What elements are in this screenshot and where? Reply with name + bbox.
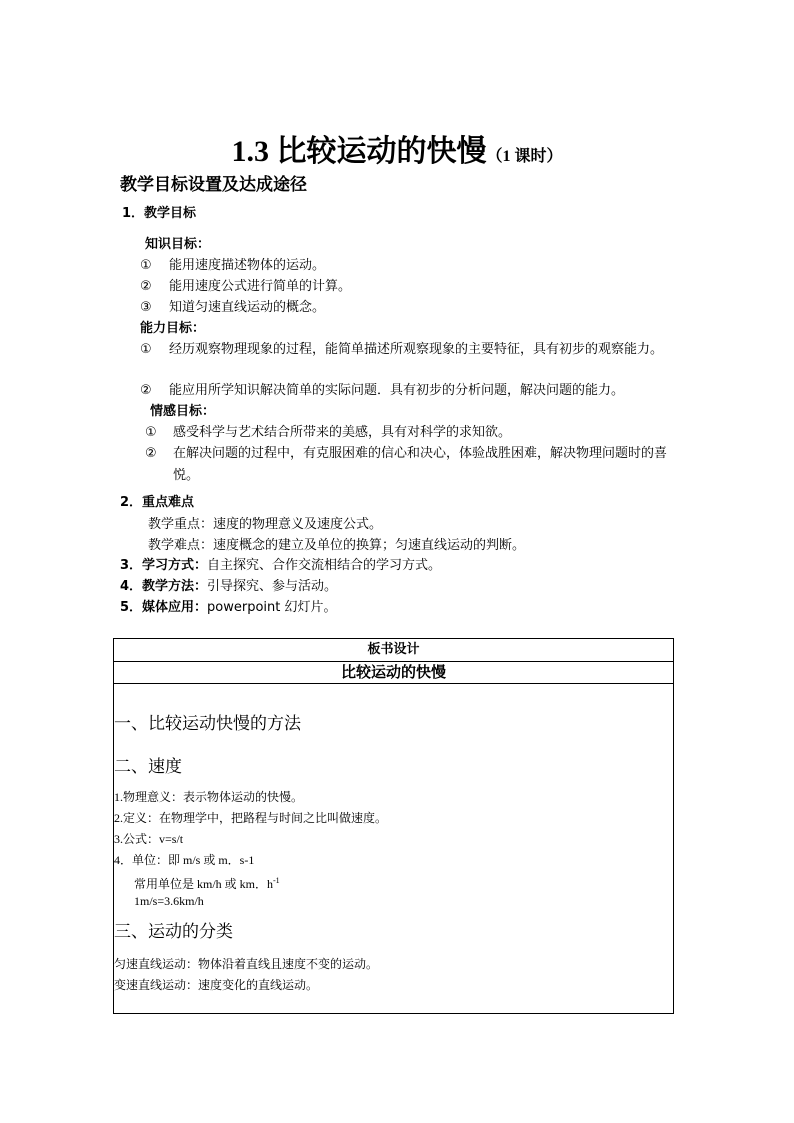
a1-mark: ① <box>140 342 152 357</box>
e2-text: 在解决问题的过程中，有克服困难的信心和决心，体验战胜困难，解决物理问题时的喜悦。 <box>173 446 668 483</box>
board-conversion: 1m/s=3.6km/h <box>134 894 204 908</box>
board-item-2: 2.定义：在物理学中，把路程与时间之比叫做速度。 <box>114 811 388 825</box>
common-unit-sup: -1 <box>273 876 280 885</box>
board-common-unit <box>134 872 280 893</box>
k2-mark: ② <box>140 279 152 294</box>
e2-mark: ② <box>145 446 157 461</box>
ability-label: 能力目标： <box>140 321 206 336</box>
s5-line <box>120 599 337 617</box>
s2-difficulty: 教学难点：速度概念的建立及单位的换算；匀速直线运动的判断。 <box>148 538 526 553</box>
s3-text: 自主探究、合作交流相结合的学习方式。 <box>207 558 442 573</box>
k3-text: 知道匀速直线运动的概念。 <box>169 300 326 315</box>
board-title: 比较运动的快慢 <box>114 661 673 684</box>
s1-label: 1．教学目标 <box>122 206 197 221</box>
s2-focus: 教学重点：速度的物理意义及速度公式。 <box>148 517 383 532</box>
page-title <box>0 132 794 177</box>
board-variable: 变速直线运动：速度变化的直线运动。 <box>114 978 319 992</box>
a2-text: 能应用所学知识解决简单的实际问题．具有初步的分析问题，解决问题的能力。 <box>169 383 625 398</box>
a2-mark: ② <box>140 383 152 398</box>
s4-label: 4．教学方法： <box>120 579 208 594</box>
board-sec2: 二、速度 <box>114 757 182 777</box>
title-main: 1.3 比较运动的快慢 <box>231 135 487 168</box>
board-header: 板书设计 <box>114 639 673 662</box>
board-design-table <box>113 638 674 1014</box>
a1-text: 经历观察物理现象的过程，能简单描述所观察现象的主要特征，具有初步的观察能力。 <box>169 342 664 357</box>
title-sub: （1 课时） <box>486 148 563 165</box>
board-item-3: 3.公式：v=s/t <box>114 832 184 846</box>
board-uniform: 匀速直线运动：物体沿着直线且速度不变的运动。 <box>114 957 379 971</box>
e1-mark: ① <box>145 425 157 440</box>
s4-line <box>120 578 337 596</box>
emotion-label: 情感目标： <box>150 404 216 419</box>
k3-mark: ③ <box>140 300 152 315</box>
board-item-4: 4．单位：即 m/s 或 m．s-1 <box>114 853 255 867</box>
s2-label: 2．重点难点 <box>120 495 195 510</box>
k1-text: 能用速度描述物体的运动。 <box>169 258 326 273</box>
board-sec3: 三、运动的分类 <box>114 922 233 942</box>
section-heading: 教学目标设置及达成途径 <box>120 175 307 195</box>
s5-label: 5．媒体应用： <box>120 600 208 615</box>
s3-label: 3．学习方式： <box>120 558 208 573</box>
s3-line <box>120 557 441 575</box>
k1-mark: ① <box>140 258 152 273</box>
k2-text: 能用速度公式进行简单的计算。 <box>169 279 352 294</box>
common-unit-text: 常用单位是 km/h 或 km．h <box>134 877 274 891</box>
board-sec1: 一、比较运动快慢的方法 <box>114 714 301 734</box>
e1-text: 感受科学与艺术结合所带来的美感，具有对科学的求知欲。 <box>173 425 512 440</box>
s5-text: powerpoint 幻灯片。 <box>207 600 337 615</box>
knowledge-label: 知识目标： <box>145 237 211 252</box>
s4-text: 引导探究、参与活动。 <box>207 579 338 594</box>
board-item-1: 1.物理意义：表示物体运动的快慢。 <box>114 790 304 804</box>
